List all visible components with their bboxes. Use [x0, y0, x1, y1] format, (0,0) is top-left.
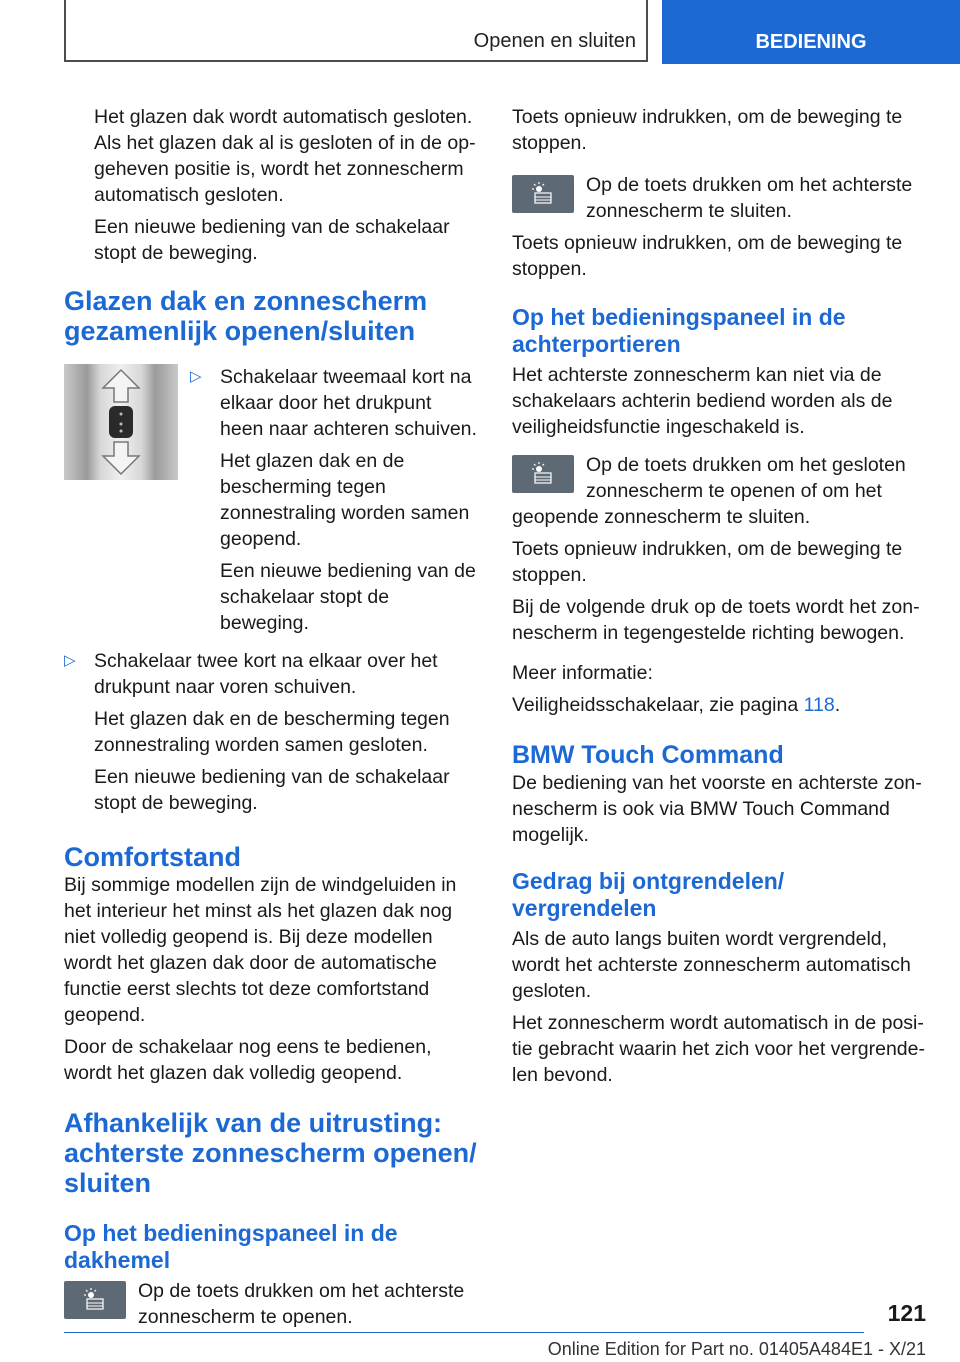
heading-lock-behaviour: Gedrag bij ontgrendelen/ vergrendelen [512, 868, 785, 921]
intro-paragraph: Een nieuwe bediening van de schakelaar stopt de beweging. [94, 216, 450, 264]
key-open-text: Op de toets drukken om het achterste zonnescherm te openen. [138, 1280, 465, 1328]
reference-text: Veiligheidsschakelaar, zie pagina [512, 694, 799, 716]
list-item [64, 648, 478, 816]
triangle-bullet-icon: ▷ [64, 652, 76, 669]
heading-touch-command: BMW Touch Command [512, 741, 784, 769]
key-close-text: Op de toets drukken om het achterste zonnescherm te sluiten. [586, 174, 913, 222]
sunshade-button-icon[interactable] [512, 455, 574, 493]
heading-rear-doors: Op het bedieningspaneel in de achterportieren [512, 304, 846, 357]
page-number: 121 [887, 1300, 926, 1326]
key-toggle-text: Op de toets drukken om het gesloten zonnescherm te openen of om het geopende zonnescherm te sluiten. [512, 454, 906, 528]
comfort-paragraph: Bij sommige modellen zijn de windgeluiden in het interieur het minst als het glazen dak nog niet volledig geopend is. Bij deze modellen wordt het glazen dak door de automatische functie eerst slechts tot deze comfortstand geopend. [64, 874, 457, 1026]
footer-divider [64, 1332, 864, 1333]
heading-rear-sunshade: Afhankelijk van de uitrusting: achterste zonnescherm openen/ sluiten [64, 1108, 477, 1198]
left-column [64, 104, 478, 1336]
header-chapter-tab[interactable]: BEDIENING [662, 0, 960, 64]
cross-reference [512, 692, 926, 718]
bullet-text: Schakelaar twee kort na elkaar over het drukpunt naar voren schuiven. [94, 650, 438, 698]
heading-together: Glazen dak en zonnescherm gezamenlijk openen/sluiten [64, 286, 428, 346]
bullet-list [64, 648, 478, 816]
lock-paragraph: Als de auto langs buiten wordt vergrendeld, wordt het achterste zonnescherm automatisch gesloten. [512, 928, 911, 1002]
comfort-paragraph: Door de schakelaar nog eens te bedienen, wordt het glazen dak volledig geopend. [64, 1036, 432, 1084]
sunshade-button-icon[interactable] [64, 1281, 126, 1319]
touch-paragraph: De bediening van het voorste en achterste zonnescherm is ook via BMW Touch Command mogelijk. [512, 772, 922, 846]
switch-figure-row [64, 364, 478, 644]
list-item [190, 364, 478, 636]
next-press-text: Bij de volgende druk op de toets wordt het zonnescherm in tegengestelde richting bewogen. [512, 596, 920, 644]
bullet-text: Een nieuwe bediening van de schakelaar stopt de beweging. [94, 766, 450, 814]
doors-paragraph: Het achterste zonnescherm kan niet via de schakelaars achterin bediend worden als de veiligheidsfunctie ingeschakeld is. [512, 364, 893, 438]
stop-text: Toets opnieuw indrukken, om de beweging te stoppen. [512, 232, 903, 280]
bullet-text: Een nieuwe bediening van de schakelaar stopt de beweging. [220, 560, 476, 634]
footer-edition: Online Edition for Part no. 01405A484E1 - X/21 [547, 1339, 926, 1359]
roof-switch-image [64, 364, 178, 480]
intro-paragraph: Het glazen dak wordt automatisch gesloten. Als het glazen dak al is gesloten of in de opgeheven positie is, wordt het zonnescherm automatisch gesloten. [94, 106, 476, 206]
lock-paragraph: Het zonnescherm wordt automatisch in de positie gebracht waarin het zich voor het vergrendelen bevond. [512, 1012, 925, 1086]
heading-comfort: Comfortstand [64, 842, 241, 872]
bullet-text: Het glazen dak en de bescherming tegen zonnestraling worden samen gesloten. [94, 708, 450, 756]
key-row-toggle [512, 452, 926, 530]
header-section-title: Openen en sluiten [473, 30, 636, 52]
key-row-open [64, 1278, 478, 1336]
reference-end: . [834, 694, 841, 716]
right-column [512, 104, 926, 1094]
bullet-text: Schakelaar tweemaal kort na elkaar door het drukpunt heen naar achteren schuiven. [220, 366, 477, 440]
bullet-list [190, 364, 478, 644]
triangle-bullet-icon: ▷ [190, 368, 202, 385]
stop-text: Toets opnieuw indrukken, om de beweging te stoppen. [512, 106, 903, 154]
bullet-text: Het glazen dak en de bescherming tegen zonnestraling worden samen geopend. [220, 450, 470, 550]
sunshade-button-icon[interactable] [512, 175, 574, 213]
more-info-label: Meer informatie: [512, 662, 653, 684]
stop-text: Toets opnieuw indrukken, om de beweging te stoppen. [512, 538, 903, 586]
heading-headliner: Op het bedieningspaneel in de dakhemel [64, 1220, 398, 1273]
intro-block [64, 104, 478, 266]
key-row-close [512, 172, 926, 230]
page-link[interactable]: 118 [803, 694, 835, 716]
